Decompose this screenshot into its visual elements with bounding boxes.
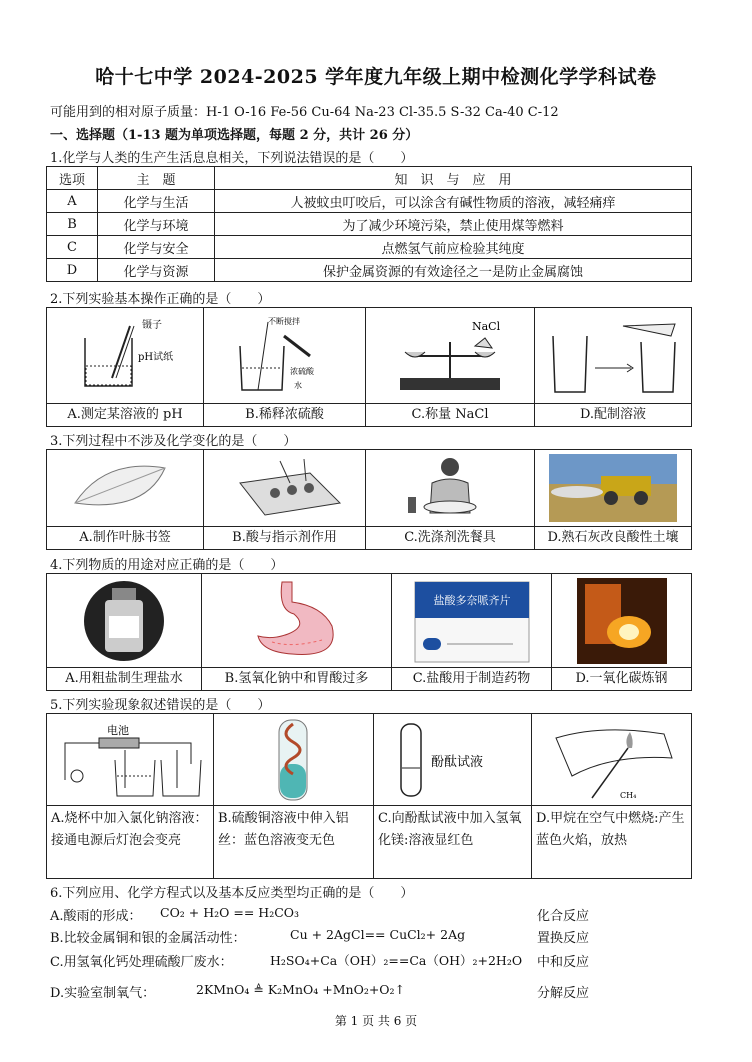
table-cell: 化学与安全 bbox=[98, 236, 215, 259]
q1-table bbox=[46, 166, 692, 282]
phenolphthalein-tube bbox=[383, 718, 523, 802]
reaction-type: 分解反应 bbox=[537, 986, 590, 1001]
option-caption: A.用粗盐制生理盐水 bbox=[47, 667, 201, 690]
q5-stem: 5.下列实验现象叙述错误的是（ ） bbox=[50, 698, 271, 713]
battery-label: 电池 bbox=[107, 723, 129, 737]
page-number: 第 1 页 共 6 页 bbox=[334, 1014, 418, 1028]
table-cell: A bbox=[47, 190, 98, 213]
test-tube-photo bbox=[249, 718, 339, 802]
q3-option-c bbox=[366, 450, 535, 549]
q4-option-d bbox=[552, 574, 691, 690]
option-caption: D.熟石灰改良酸性土壤 bbox=[535, 526, 691, 549]
q4-option-b bbox=[202, 574, 392, 690]
option-caption: A.制作叶脉书签 bbox=[47, 526, 203, 549]
q4-option-a bbox=[47, 574, 202, 690]
column-header: 知 识 与 应 用 bbox=[215, 167, 692, 190]
q5-option-b bbox=[214, 714, 374, 878]
option-caption: D.一氧化碳炼钢 bbox=[552, 667, 691, 690]
table-cell: 保护金属资源的有效途径之一是防止金属腐蚀 bbox=[215, 259, 692, 282]
spot-plate-illustration bbox=[220, 453, 350, 523]
gas-label: CH₄ bbox=[619, 790, 636, 800]
column-header: 选项 bbox=[47, 167, 98, 190]
q4-options bbox=[46, 573, 692, 691]
indicator-label: 酚酞试液 bbox=[430, 754, 483, 770]
option-caption: C.洗涤剂洗餐具 bbox=[366, 526, 534, 549]
water-label: 水 bbox=[293, 380, 302, 390]
q6-option-d bbox=[50, 982, 155, 1001]
column-header: 主 题 bbox=[98, 167, 215, 190]
option-caption: A.测定某溶液的 pH bbox=[47, 403, 203, 426]
atomic-masses: 可能用到的相对原子质量：H-1 O-16 Fe-56 Cu-64 Na-23 Cl-35.5 S-32 Ca-40 C-12 bbox=[50, 105, 559, 120]
q6-option-b bbox=[50, 927, 246, 946]
equation: 2KMnO₄ ≜ K₂MnO₄ +MnO₂+O₂↑ bbox=[196, 982, 406, 997]
table-cell: 化学与生活 bbox=[98, 190, 215, 213]
option-caption: C.向酚酞试液中加入氢氧化镁:溶液显红色 bbox=[374, 805, 531, 878]
option-caption: D.甲烷在空气中燃烧:产生蓝色火焰，放热 bbox=[532, 805, 691, 878]
table-cell: 人被蚊虫叮咬后，可以涂含有碱性物质的溶液，减轻痛痒 bbox=[215, 190, 692, 213]
circuit-illustration bbox=[55, 720, 205, 800]
farm-field-photo bbox=[549, 454, 677, 522]
q5-option-d bbox=[532, 714, 691, 878]
stomach-illustration bbox=[232, 576, 362, 666]
medicine-box-photo bbox=[413, 578, 531, 664]
exam-title: 哈十七中学 2024-2025 学年度九年级上期中检测化学学科试卷 bbox=[95, 66, 657, 88]
q2-option-d bbox=[535, 308, 691, 426]
option-caption: C.称量 NaCl bbox=[366, 403, 534, 426]
option-caption: B.硫酸铜溶液中伸入铝丝：蓝色溶液变无色 bbox=[214, 805, 373, 878]
option-caption: B.氢氧化钠中和胃酸过多 bbox=[202, 667, 391, 690]
q5-option-a bbox=[47, 714, 214, 878]
tweezers-label: 镊子 bbox=[142, 319, 162, 331]
q3-option-d bbox=[535, 450, 691, 549]
conc-label: 浓硫酸 bbox=[289, 366, 314, 376]
q3-options bbox=[46, 449, 692, 550]
methane-flame-illustration bbox=[542, 718, 682, 802]
table-row bbox=[47, 259, 692, 282]
dissolve-illustration bbox=[543, 316, 683, 396]
option-caption: B.酸与指示剂作用 bbox=[204, 526, 365, 549]
q4-stem: 4.下列物质的用途对应正确的是（ ） bbox=[50, 558, 284, 573]
table-cell: 化学与资源 bbox=[98, 259, 215, 282]
q3-stem: 3.下列过程中不涉及化学变化的是（ ） bbox=[50, 434, 297, 449]
q4-option-c bbox=[392, 574, 552, 690]
reaction-type: 化合反应 bbox=[537, 909, 590, 924]
balance-illustration bbox=[380, 316, 520, 396]
q2-option-c bbox=[366, 308, 535, 426]
ph-paper-label: pH试纸 bbox=[138, 351, 174, 363]
option-caption: A.烧杯中加入氯化钠溶液：接通电源后灯泡会变亮 bbox=[47, 805, 213, 878]
table-row bbox=[47, 236, 692, 259]
table-cell: C bbox=[47, 236, 98, 259]
nacl-label: NaCl bbox=[472, 319, 501, 333]
equation: CO₂ + H₂O == H₂CO₃ bbox=[160, 905, 300, 920]
option-caption: D.配制溶液 bbox=[535, 403, 691, 426]
option-caption: B.稀释浓硫酸 bbox=[204, 403, 365, 426]
dilution-illustration bbox=[220, 316, 350, 396]
table-header-row bbox=[47, 167, 692, 190]
table-row bbox=[47, 190, 692, 213]
table-cell: 化学与环境 bbox=[98, 213, 215, 236]
table-row bbox=[47, 213, 692, 236]
option-text: B.比较金属铜和银的金属活动性： bbox=[50, 931, 246, 946]
stir-label: 不断搅拌 bbox=[267, 316, 300, 326]
steelmaking-photo bbox=[577, 578, 667, 664]
equation: Cu + 2AgCl== CuCl₂+ 2Ag bbox=[290, 927, 466, 942]
reaction-type: 中和反应 bbox=[537, 955, 590, 970]
q5-option-c bbox=[374, 714, 532, 878]
q5-options bbox=[46, 713, 692, 879]
option-caption: C.盐酸用于制造药物 bbox=[392, 667, 551, 690]
q3-option-b bbox=[204, 450, 366, 549]
box-label: 盐酸多奈哌齐片 bbox=[433, 593, 510, 607]
saline-bottle-photo bbox=[79, 576, 169, 666]
table-cell: 点燃氢气前应检验其纯度 bbox=[215, 236, 692, 259]
reaction-type: 置换反应 bbox=[537, 931, 590, 946]
option-text: C.用氢氧化钙处理硫酸厂废水： bbox=[50, 955, 233, 970]
washing-illustration bbox=[390, 453, 510, 523]
equation: H₂SO₄+Ca（OH）₂==Ca（OH）₂+2H₂O bbox=[270, 953, 523, 968]
q3-option-a bbox=[47, 450, 204, 549]
q1-stem: 1.化学与人类的生产生活息息相关，下列说法错误的是（ ） bbox=[50, 151, 414, 166]
q2-option-b bbox=[204, 308, 366, 426]
section-heading: 一、选择题（1-13 题为单项选择题，每题 2 分，共计 26 分） bbox=[50, 128, 419, 143]
q6-option-a bbox=[50, 905, 142, 924]
q2-option-a bbox=[47, 308, 204, 426]
leaf-illustration bbox=[65, 453, 185, 523]
q2-options bbox=[46, 307, 692, 427]
q6-option-c bbox=[50, 951, 233, 970]
q2-stem: 2.下列实验基本操作正确的是（ ） bbox=[50, 292, 271, 307]
ph-test-illustration bbox=[60, 316, 190, 396]
table-cell: D bbox=[47, 259, 98, 282]
table-cell: B bbox=[47, 213, 98, 236]
q6-stem: 6.下列应用、化学方程式以及基本反应类型均正确的是（ ） bbox=[50, 886, 414, 901]
option-text: A.酸雨的形成： bbox=[50, 909, 142, 924]
option-text: D.实验室制氧气： bbox=[50, 986, 156, 1001]
table-cell: 为了减少环境污染，禁止使用煤等燃料 bbox=[215, 213, 692, 236]
